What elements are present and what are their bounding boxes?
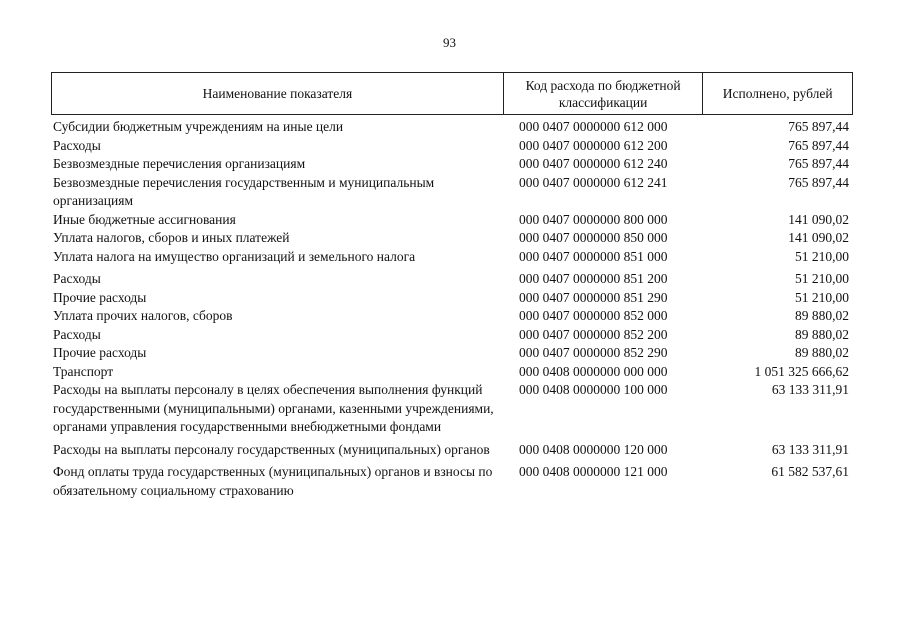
row-code: 000 0407 0000000 612 000	[519, 119, 668, 134]
table-row	[51, 248, 853, 267]
row-code: 000 0407 0000000 851 290	[519, 289, 668, 305]
table-row	[51, 344, 853, 363]
header-name: Наименование показателя	[52, 73, 504, 114]
row-name: Уплата прочих налогов, сборов	[53, 308, 233, 323]
table-row	[51, 211, 853, 230]
row-amount: 51 210,00	[795, 248, 849, 264]
row-code: 000 0407 0000000 612 241	[519, 174, 668, 190]
row-code: 000 0407 0000000 851 000	[519, 248, 668, 264]
row-name: Уплата налога на имущество организаций и земельного налога	[53, 248, 416, 264]
row-name: Расходы	[53, 137, 101, 153]
row-amount: 61 582 537,61	[771, 464, 849, 479]
row-code: 000 0407 0000000 612 200	[519, 137, 668, 153]
table-row	[51, 363, 853, 382]
row-name: Расходы на выплаты персоналу в целях обеспечения выполнения функций государственными (муниципальными) органами, казенными учреждениями, органами управления государственными внебюджетными фондами	[53, 382, 494, 434]
row-name: Фонд оплаты труда государственных (муниципальных) органов и взносы по обязательному социальному страхованию	[53, 464, 493, 498]
page-number: 93	[443, 35, 456, 50]
table-row	[51, 289, 853, 308]
row-code: 000 0407 0000000 612 240	[519, 156, 668, 171]
row-amount: 141 090,02	[788, 211, 849, 227]
table-row	[51, 155, 853, 174]
row-amount: 1 051 325 666,62	[754, 363, 849, 379]
row-amount: 765 897,44	[788, 119, 849, 134]
row-name: Субсидии бюджетным учреждениям на иные цели	[53, 119, 344, 134]
table-row	[51, 441, 853, 460]
row-name: Иные бюджетные ассигнования	[53, 211, 236, 227]
row-name: Безвозмездные перечисления государственным и муниципальным организациям	[53, 174, 435, 208]
row-amount: 51 210,00	[795, 271, 849, 286]
header-code: Код расхода по бюджетной классификации	[504, 73, 704, 114]
row-code: 000 0407 0000000 800 000	[519, 211, 668, 227]
row-amount: 765 897,44	[788, 137, 849, 153]
row-amount: 765 897,44	[788, 156, 849, 171]
table-row	[51, 463, 853, 500]
header-amount: Исполнено, рублей	[722, 86, 833, 101]
table-row	[51, 270, 853, 289]
row-code: 000 0408 0000000 120 000	[519, 441, 668, 457]
row-name: Транспорт	[53, 363, 114, 379]
row-amount: 63 133 311,91	[771, 441, 849, 457]
budget-table	[51, 72, 853, 500]
row-amount: 141 090,02	[788, 230, 849, 245]
row-code: 000 0407 0000000 852 200	[519, 326, 668, 342]
table-row	[51, 137, 853, 156]
table-row	[51, 118, 853, 137]
table-row	[51, 229, 853, 248]
row-code: 000 0408 0000000 100 000	[519, 382, 668, 397]
table-row	[51, 307, 853, 326]
row-name: Расходы	[53, 326, 101, 342]
row-code: 000 0408 0000000 000 000	[519, 363, 668, 379]
row-amount: 89 880,02	[795, 345, 849, 360]
row-name: Уплата налогов, сборов и иных платежей	[53, 230, 290, 245]
row-name: Расходы на выплаты персоналу государственных (муниципальных) органов	[53, 441, 490, 457]
table-row	[51, 381, 853, 437]
row-amount: 89 880,02	[795, 326, 849, 342]
row-code: 000 0407 0000000 852 290	[519, 345, 668, 360]
row-name: Расходы	[53, 271, 101, 286]
table-body	[51, 118, 853, 500]
table-row	[51, 326, 853, 345]
row-name: Прочие расходы	[53, 345, 147, 360]
row-amount: 765 897,44	[788, 174, 849, 190]
table-header	[51, 72, 853, 115]
row-amount: 89 880,02	[795, 308, 849, 323]
row-amount: 63 133 311,91	[771, 382, 849, 397]
row-code: 000 0407 0000000 850 000	[519, 230, 668, 245]
row-code: 000 0407 0000000 852 000	[519, 308, 668, 323]
row-code: 000 0407 0000000 851 200	[519, 271, 668, 286]
row-name: Прочие расходы	[53, 289, 147, 305]
table-row	[51, 174, 853, 211]
row-amount: 51 210,00	[795, 289, 849, 305]
row-name: Безвозмездные перечисления организациям	[53, 156, 306, 171]
row-code: 000 0408 0000000 121 000	[519, 464, 668, 479]
